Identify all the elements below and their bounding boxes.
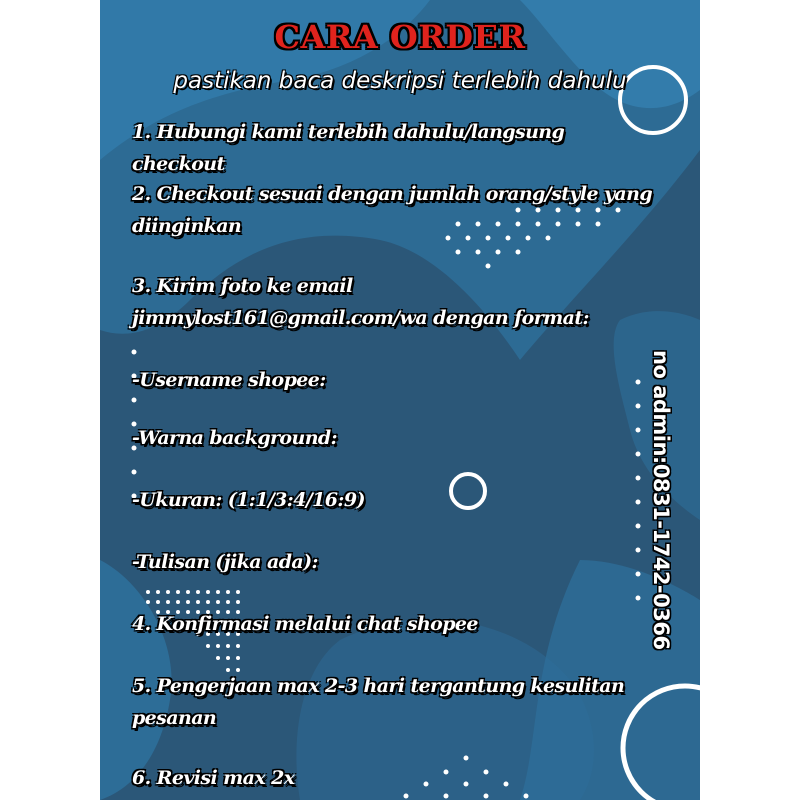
step-6: 6. Revisi max 2x: [132, 767, 295, 789]
step-3: 3. Kirim foto ke email jimmylost161@gmail.com/wa dengan format:: [132, 275, 589, 329]
order-poster: [100, 0, 700, 800]
format-username: -Username shopee:: [132, 369, 326, 391]
step-4: 4. Konfirmasi melalui chat shopee: [132, 613, 478, 635]
step-5: 5. Pengerjaan max 2-3 hari tergantung kesulitan pesanan: [132, 675, 625, 729]
step-2: 2. Checkout sesuai dengan jumlah orang/style yang diinginkan: [132, 183, 653, 237]
step-1: 1. Hubungi kami terlebih dahulu/langsung checkout: [132, 121, 565, 175]
page-title: CARA ORDER: [274, 18, 526, 56]
format-background-color: -Warna background:: [132, 427, 338, 449]
format-size: -Ukuran: (1:1/3:4/16:9): [132, 489, 365, 511]
page-subtitle: pastikan baca deskripsi terlebih dahulu: [173, 68, 627, 94]
admin-contact: no admin:0831-1742-0366: [649, 350, 673, 650]
format-text: -Tulisan (jika ada):: [132, 551, 318, 573]
